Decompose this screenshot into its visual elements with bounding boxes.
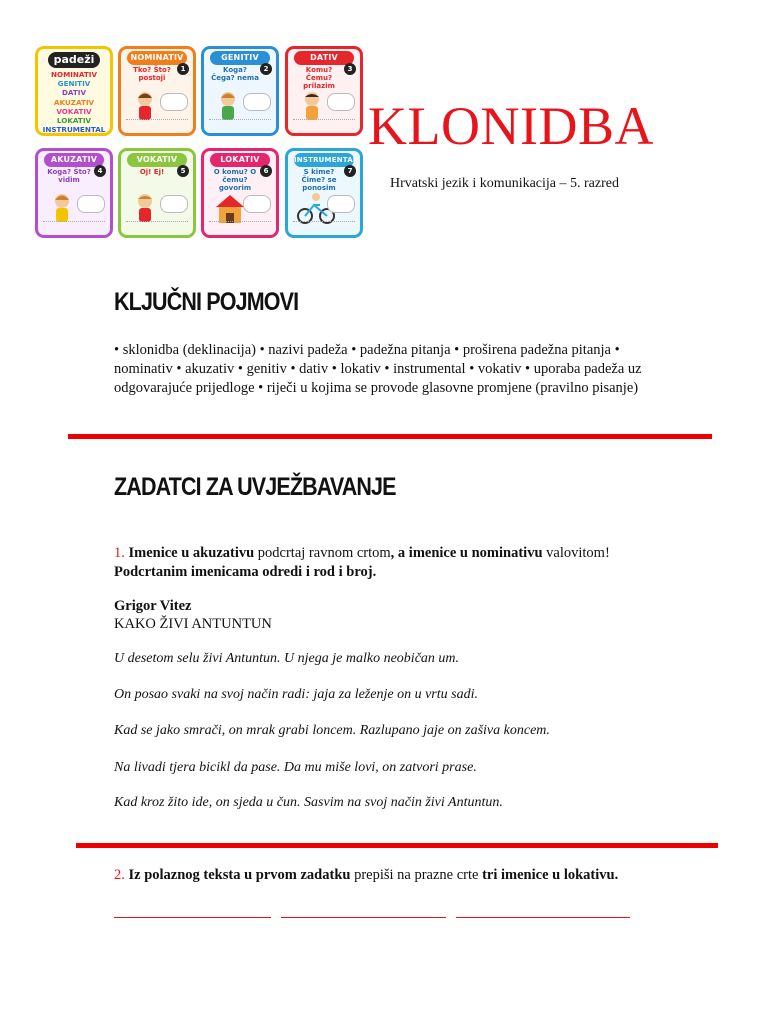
card-tab: DATIV [294, 51, 354, 65]
poem-author: Grigor Vitez [114, 598, 192, 614]
card-tab: LOKATIV [210, 153, 270, 167]
card-genitiv [201, 46, 279, 136]
page-title: KLONIDBA [368, 96, 654, 156]
card-dativ [285, 46, 363, 136]
card-question: Oj! Ej! [139, 168, 165, 176]
card-tab: GENITIV [210, 51, 270, 65]
card-caption [293, 119, 355, 128]
divider-red [68, 434, 712, 439]
poem-title: KAKO ŽIVI ANTUNTUN [114, 616, 272, 632]
page-subtitle: Hrvatski jezik i komunikacija – 5. razred [390, 176, 619, 191]
card-padezi [35, 46, 113, 136]
answer-line-1[interactable] [114, 905, 271, 918]
card-caption [126, 119, 188, 128]
card-number: 1 [177, 63, 189, 75]
section-heading-kljucni-pojmovi: KLJUČNI POJMOVI [114, 288, 299, 316]
card-tab: AKUZATIV [44, 153, 104, 167]
speech-bubble [243, 195, 271, 213]
card-akuzativ [35, 148, 113, 238]
task-text-bold: tri imenice u lokativu. [482, 867, 619, 883]
card-lokativ [201, 148, 279, 238]
task-number: 2. [114, 867, 125, 883]
card-padezi-title: padeži [48, 52, 100, 68]
card-vokativ [118, 148, 196, 238]
divider-red [76, 843, 718, 848]
card-caption [293, 221, 355, 230]
card-number: 3 [344, 63, 356, 75]
speech-bubble [160, 195, 188, 213]
section-heading-zadatci: ZADATCI ZA UVJEŽBAVANJE [114, 473, 396, 501]
task-text-bold: , a imenice u nominativu [390, 545, 543, 561]
poem-line: U desetom selu živi Antuntun. U njega je malko neobičan um. [114, 651, 460, 666]
padezi-item: DATIV [61, 88, 87, 98]
task-1-instruction [114, 544, 674, 582]
card-caption [209, 221, 271, 230]
speech-bubble [77, 195, 105, 213]
card-question: Koga? Što? vidim [47, 168, 91, 184]
card-question: Komu? Čemu? prilazim [303, 66, 335, 90]
speech-bubble [160, 93, 188, 111]
card-tab: INSTRUMENTAL [294, 153, 354, 167]
padezi-item: NOMINATIV [50, 70, 98, 79]
card-question: O komu? O čemu? govorim [213, 168, 257, 192]
card-number: 5 [177, 165, 189, 177]
card-number: 6 [260, 165, 272, 177]
card-padezi-list [42, 70, 106, 134]
answer-line-3[interactable] [456, 905, 630, 918]
card-nominativ [118, 46, 196, 136]
card-question: Tko? Što? postoji [133, 66, 171, 82]
task-text-bold: Imenice u akuzativu [128, 545, 255, 561]
answer-blanks [114, 905, 630, 923]
task-text-bold: Iz polaznog teksta u prvom zadatku [128, 867, 351, 883]
speech-bubble [327, 93, 355, 111]
task-text-bold: Podcrtanim imenicama odredi i rod i broj. [114, 564, 377, 580]
card-instrumental [285, 148, 363, 238]
padezi-item: GENITIV [57, 79, 91, 89]
poem-line: Na livadi tjera bicikl da pase. Da mu miše lovi, on zatvori prase. [114, 760, 477, 775]
padezi-item: VOKATIV [56, 106, 92, 116]
poem-line: Kad se jako smrači, on mrak grabi loncem. Razlupano jaje on zašiva koncem. [114, 723, 550, 738]
poem-line: Kad kroz žito ide, on sjeda u čun. Sasvim na svoj način živi Antuntun. [114, 795, 503, 810]
padezi-item: INSTRUMENTAL [42, 125, 106, 135]
speech-bubble [243, 93, 271, 111]
task-text: valovitom! [542, 545, 610, 561]
card-number: 2 [260, 63, 272, 75]
card-caption [43, 221, 105, 230]
task-number: 1. [114, 545, 125, 561]
speech-bubble [327, 195, 355, 213]
card-tab: NOMINATIV [127, 51, 187, 65]
card-caption [209, 119, 271, 128]
card-caption [126, 221, 188, 230]
key-terms-text: • sklonidba (deklinacija) • nazivi padeža • padežna pitanja • proširena padežna pitanja • nominativ • akuzativ • genitiv • dativ • lokativ • instrumental • vokativ • uporaba padeža uz odgovarajuće prijedloge • riječi u kojima se provode glasovne promjene (pravilno pisanje) [114, 342, 642, 396]
card-number: 7 [344, 165, 356, 177]
card-question: Koga? Čega? nema [211, 66, 259, 82]
answer-line-2[interactable] [281, 905, 446, 918]
task-text: podcrtaj ravnom crtom [254, 545, 391, 561]
card-number: 4 [94, 165, 106, 177]
task-text: prepiši na prazne crte [350, 867, 483, 883]
padezi-item: AKUZATIV [53, 97, 95, 107]
card-question: S kime? Čime? se ponosim [301, 168, 337, 192]
task-2-instruction [114, 866, 674, 885]
card-tab: VOKATIV [127, 153, 187, 167]
padezi-item: LOKATIV [56, 116, 92, 126]
poem-line: On posao svaki na svoj način radi: jaja za leženje on u vrtu sadi. [114, 687, 478, 702]
